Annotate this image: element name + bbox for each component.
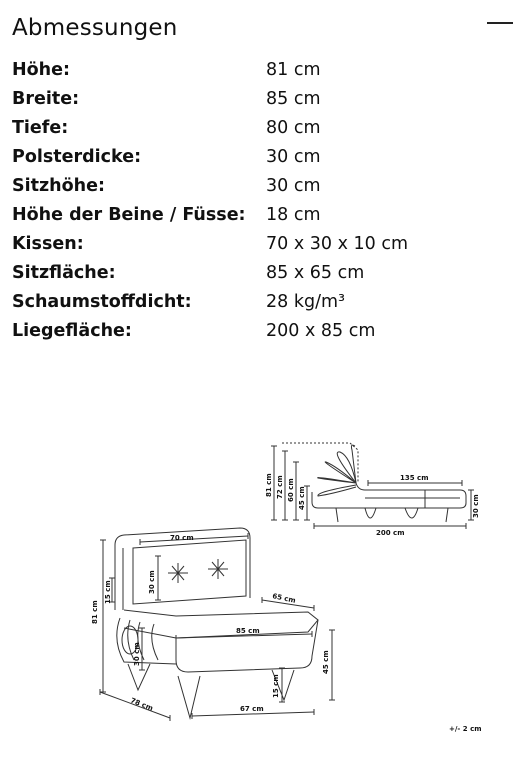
spec-row-leg-height (12, 205, 512, 234)
front-dim-30-seat: 30 cm (133, 642, 141, 666)
spec-value: 81 cm (266, 60, 321, 80)
spec-row-padding (12, 147, 512, 176)
side-dim-81: 81 cm (265, 473, 273, 497)
spec-row-width (12, 89, 512, 118)
spec-row-foam-density (12, 292, 512, 321)
front-dim-30-cushion: 30 cm (148, 570, 156, 594)
spec-value: 200 x 85 cm (266, 321, 376, 341)
side-dim-135: 135 cm (400, 474, 429, 482)
spec-value: 28 kg/m³ (266, 292, 346, 312)
spec-row-seat-height (12, 176, 512, 205)
front-dim-78: 78 cm (129, 696, 155, 713)
spec-value: 18 cm (266, 205, 321, 225)
spec-label: Höhe: (12, 60, 70, 80)
spec-row-cushion (12, 234, 512, 263)
front-dim-67: 67 cm (240, 705, 264, 713)
menu-line-icon[interactable] (487, 22, 513, 24)
dimension-drawings (0, 425, 530, 768)
page-title: Abmessungen (12, 15, 178, 41)
spec-value: 85 x 65 cm (266, 263, 365, 283)
dimension-list (12, 60, 512, 350)
spec-label: Tiefe: (12, 118, 69, 138)
spec-row-height (12, 60, 512, 89)
spec-label: Sitzhöhe: (12, 176, 105, 196)
side-dim-45: 45 cm (298, 486, 306, 510)
spec-value: 80 cm (266, 118, 321, 138)
spec-label: Schaumstoffdicht: (12, 292, 192, 312)
side-dim-60: 60 cm (287, 478, 295, 502)
spec-label: Höhe der Beine / Füsse: (12, 205, 246, 225)
tolerance-note: +/- 2 cm (449, 725, 482, 733)
spec-row-lying-area (12, 321, 512, 350)
spec-label: Breite: (12, 89, 80, 109)
spec-value: 70 x 30 x 10 cm (266, 234, 408, 254)
spec-value: 30 cm (266, 176, 321, 196)
spec-value: 85 cm (266, 89, 321, 109)
front-dim-15-top: 15 cm (104, 580, 112, 604)
side-view-drawing (271, 443, 474, 529)
spec-row-seat-area (12, 263, 512, 292)
front-dim-15-leg: 15 cm (272, 674, 280, 698)
front-dim-70: 70 cm (170, 534, 194, 542)
spec-label: Liegefläche: (12, 321, 132, 341)
front-dim-85: 85 cm (236, 627, 260, 635)
front-dim-65: 65 cm (271, 592, 297, 605)
spec-label: Sitzfläche: (12, 263, 116, 283)
spec-value: 30 cm (266, 147, 321, 167)
side-dim-30: 30 cm (472, 494, 480, 518)
front-dim-81: 81 cm (91, 600, 99, 624)
spec-label: Polsterdicke: (12, 147, 142, 167)
spec-label: Kissen: (12, 234, 84, 254)
front-dim-45: 45 cm (322, 650, 330, 674)
front-view-drawing (100, 528, 335, 721)
spec-row-depth (12, 118, 512, 147)
side-dim-200: 200 cm (376, 529, 405, 537)
side-dim-72: 72 cm (276, 475, 284, 499)
